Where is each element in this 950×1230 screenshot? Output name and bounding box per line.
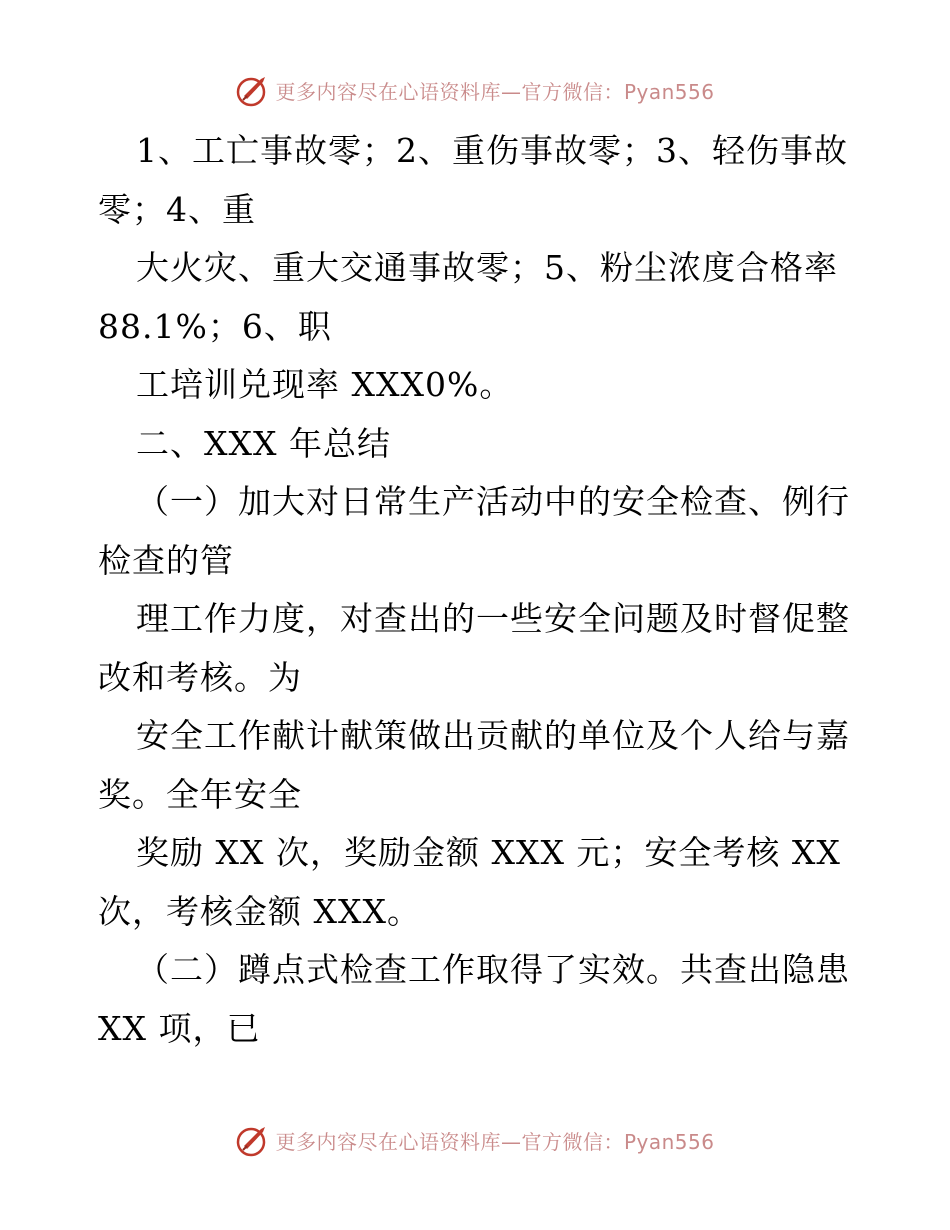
text-line: 零；4、重 — [98, 189, 256, 229]
text-line: 理工作力度，对查出的一些安全问题及时督促整 — [136, 599, 850, 638]
text-line: 奖励 XX 次，奖励金额 XXX 元；安全考核 XX — [136, 833, 841, 872]
watermark-text: 更多内容尽在心语资料库—官方微信：Pyan556 — [275, 79, 715, 104]
document-body — [98, 122, 858, 1058]
footer-watermark — [0, 1120, 950, 1160]
text-line: 奖。全年安全 — [98, 774, 302, 814]
text-line: XX 项，已 — [98, 1008, 261, 1048]
text-line: 安全工作献计献策做出贡献的单位及个人给与嘉 — [136, 716, 850, 755]
quill-logo-icon — [235, 1122, 271, 1158]
text-line: 改和考核。为 — [98, 657, 302, 697]
text-line: 次，考核金额 XXX。 — [98, 891, 421, 931]
quill-logo-icon — [235, 72, 271, 108]
text-line: （二）蹲点式检查工作取得了实效。共查出隐患 — [136, 950, 850, 989]
text-line: （一）加大对日常生产活动中的安全检查、例行 — [136, 482, 850, 521]
text-line: 检查的管 — [98, 540, 234, 580]
watermark-text: 更多内容尽在心语资料库—官方微信：Pyan556 — [275, 1129, 715, 1154]
header-watermark — [0, 70, 950, 110]
text-line: 大火灾、重大交通事故零；5、粉尘浓度合格率 — [136, 248, 838, 287]
section-heading: 二、XXX 年总结 — [136, 423, 391, 463]
text-line: 1、工亡事故零；2、重伤事故零；3、轻伤事故 — [136, 131, 848, 170]
text-line: 88.1%；6、职 — [98, 306, 332, 346]
text-line: 工培训兑现率 XXX0%。 — [136, 365, 514, 404]
